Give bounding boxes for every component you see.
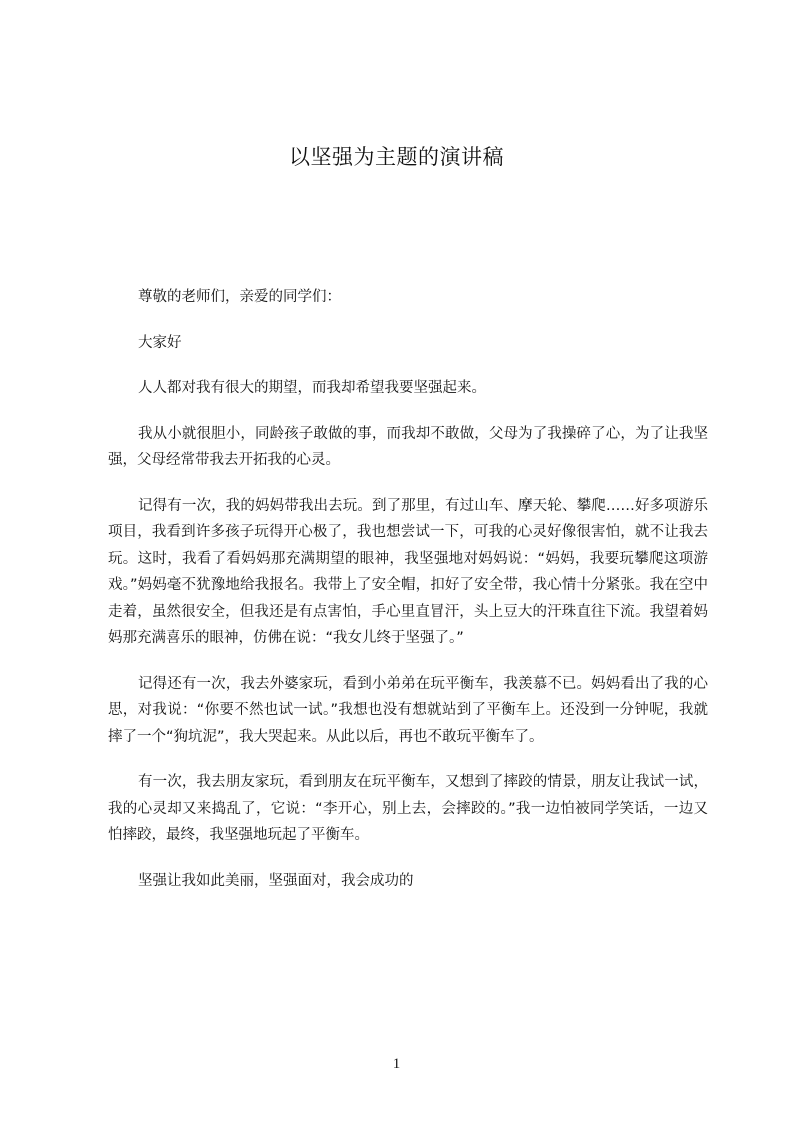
paragraph-balance-bike-success: 有一次，我去朋友家玩，看到朋友在玩平衡车，又想到了摔跤的情景，朋友让我试一试，我的心灵却又来捣乱了，它说：“李开心，别上去，会摔跤的。”我一边怕被同学笑话，一边又怕摔跤，最终，我坚强地玩起了平衡车。 bbox=[108, 774, 708, 843]
paragraph-greeting: 尊敬的老师们，亲爱的同学们： bbox=[138, 289, 341, 305]
page-number: 1 bbox=[392, 1056, 401, 1072]
paragraph-childhood: 我从小就很胆小，同龄孩子敢做的事，而我却不敢做，父母为了我操碎了心，为了让我坚强，父母经常带我去开拓我的心灵。 bbox=[108, 425, 708, 468]
document-body bbox=[108, 284, 708, 913]
paragraph-conclusion: 坚强让我如此美丽，坚强面对，我会成功的 bbox=[138, 872, 414, 889]
paragraph-intro: 人人都对我有很大的期望，而我却希望我要坚强起来。 bbox=[138, 380, 486, 396]
paragraph-amusement-park: 记得有一次，我的妈妈带我出去玩。到了那里，有过山车、摩天轮、攀爬……好多项游乐项目，我看到许多孩子玩得开心极了，我也想尝试一下，可我的心灵好像很害怕，就不让我去玩。这时，我看了看妈妈那充满期望的眼神，我坚强地对妈妈说：“妈妈，我要玩攀爬这项游戏。”妈妈毫不犹豫地给我报名。我带上了安全帽，扣好了安全带，我心情十分紧张。我在空中走着，虽然很安全，但我还是有点害怕，手心里直冒汗，头上豆大的汗珠直往下流。我望着妈妈那充满喜乐的眼神，仿佛在说：“我女儿终于坚强了。” bbox=[108, 497, 708, 646]
document-title: 以坚强为主题的演讲稿 bbox=[289, 145, 504, 169]
paragraph-hello: 大家好 bbox=[138, 334, 182, 351]
paragraph-balance-bike-fall: 记得还有一次，我去外婆家玩，看到小弟弟在玩平衡车，我羡慕不已。妈妈看出了我的心思，对我说：“你要不然也试一试。”我想也没有想就站到了平衡车上。还没到一分钟呢，我就摔了一个“狗坑泥”，我大哭起来。从此以后，再也不敢玩平衡车了。 bbox=[108, 675, 708, 745]
